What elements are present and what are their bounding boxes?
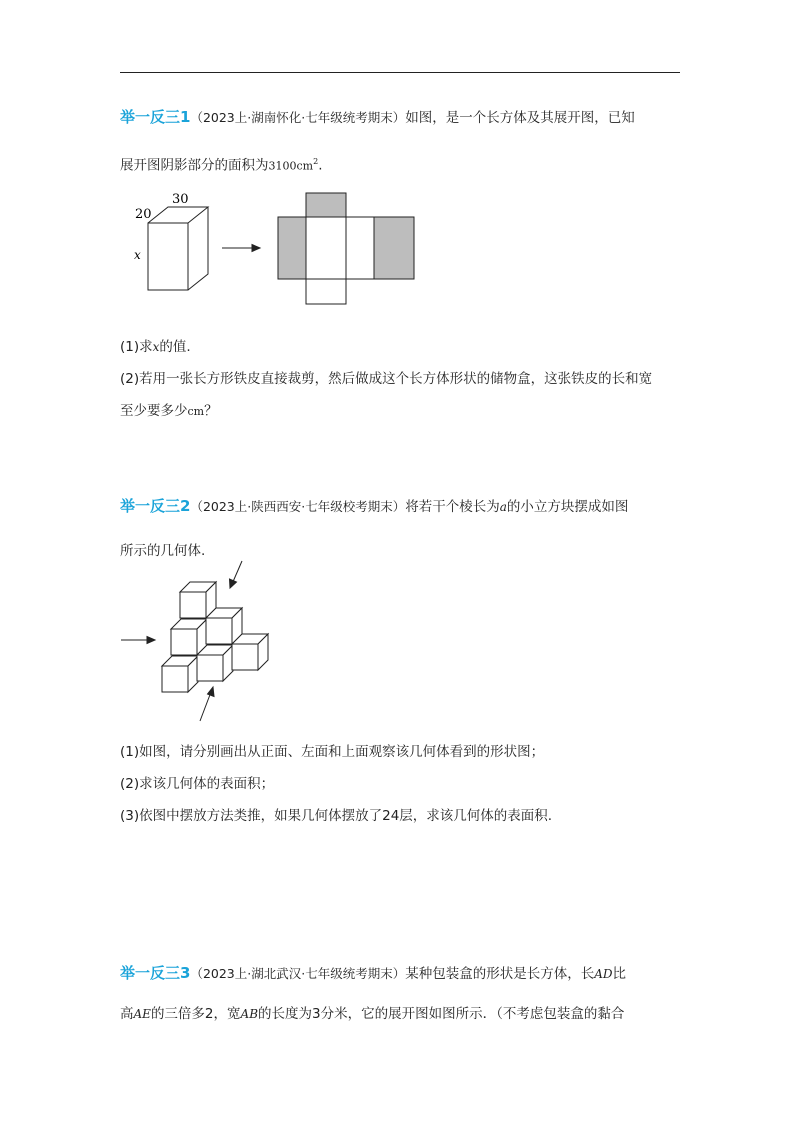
cube-stack-figure	[118, 558, 288, 728]
problem-2-question-1: (1)如图，请分别画出从正面、左面和上面观察该几何体看到的形状图；	[120, 744, 545, 760]
problem-2-heading: 举一反三2（2023上·陕西西安·七年级校考期末）将若干个棱长为a的小立方块摆成如图	[120, 497, 629, 515]
left-view-arrow-icon	[200, 687, 214, 721]
problem-3-heading: 举一反三3（2023上·湖北武汉·七年级统考期末）某种包装盒的形状是长方体，长AD比	[120, 964, 626, 982]
problem-1-source: （2023上·湖南怀化·七年级统考期末）	[190, 110, 406, 125]
problem-3-intro-line2: 高AE的三倍多2，宽AB的长度为3分米，它的展开图如图所示．（不考虑包装盒的黏合	[120, 1006, 625, 1022]
top-view-arrow-icon	[230, 561, 243, 588]
segment-ab: AB	[240, 1007, 259, 1021]
arrow-icon	[222, 245, 260, 252]
cuboid-height-label: x	[134, 248, 141, 262]
cube-stack	[162, 582, 268, 692]
problem-1-intro-line2: 展开图阴影部分的面积为$3100cm^2$.	[120, 157, 323, 174]
header-rule	[120, 72, 680, 73]
segment-ae: AE	[133, 1007, 151, 1021]
problem-1-question-2: (2)若用一张长方形铁皮直接裁剪，然后做成这个长方体形状的储物盒，这张铁皮的长和宽	[120, 371, 653, 387]
problem-3-source: （2023上·湖北武汉·七年级统考期末）	[190, 966, 406, 981]
area-value: 3100cm	[268, 159, 314, 173]
problem-1-heading	[120, 108, 635, 127]
problem-1-tag: 举一反三1	[120, 108, 191, 126]
problem-1-question-1: (1)求x的值.	[120, 339, 191, 355]
problem-1-intro: 如图，是一个长方体及其展开图，已知	[405, 110, 635, 126]
front-view-arrow-icon	[121, 637, 155, 644]
variable-x: x	[152, 340, 160, 354]
problem-2-question-3: (3)依图中摆放方法类推，如果几何体摆放了24层，求该几何体的表面积.	[120, 808, 553, 824]
variable-a: a	[499, 500, 507, 514]
problem-2-source: （2023上·陕西西安·七年级校考期末）	[190, 499, 406, 514]
problem-2-question-2: (2)求该几何体的表面积；	[120, 776, 275, 792]
problem-1-question-2-cont: 至少要多少cm？	[120, 403, 218, 419]
problem-3-tag: 举一反三3	[120, 964, 191, 982]
problem-2-intro-line2: 所示的几何体.	[120, 543, 206, 559]
net-drawing	[278, 193, 414, 304]
unit-cm: cm	[187, 405, 205, 418]
area-exponent: 2	[313, 157, 319, 166]
problem-2-tag: 举一反三2	[120, 497, 191, 515]
cuboid-length-label: 30	[172, 192, 189, 207]
segment-ad: AD	[594, 967, 613, 981]
cuboid-width-label: 20	[135, 207, 152, 222]
cuboid-drawing	[148, 207, 208, 290]
cuboid-net-figure	[120, 185, 430, 310]
